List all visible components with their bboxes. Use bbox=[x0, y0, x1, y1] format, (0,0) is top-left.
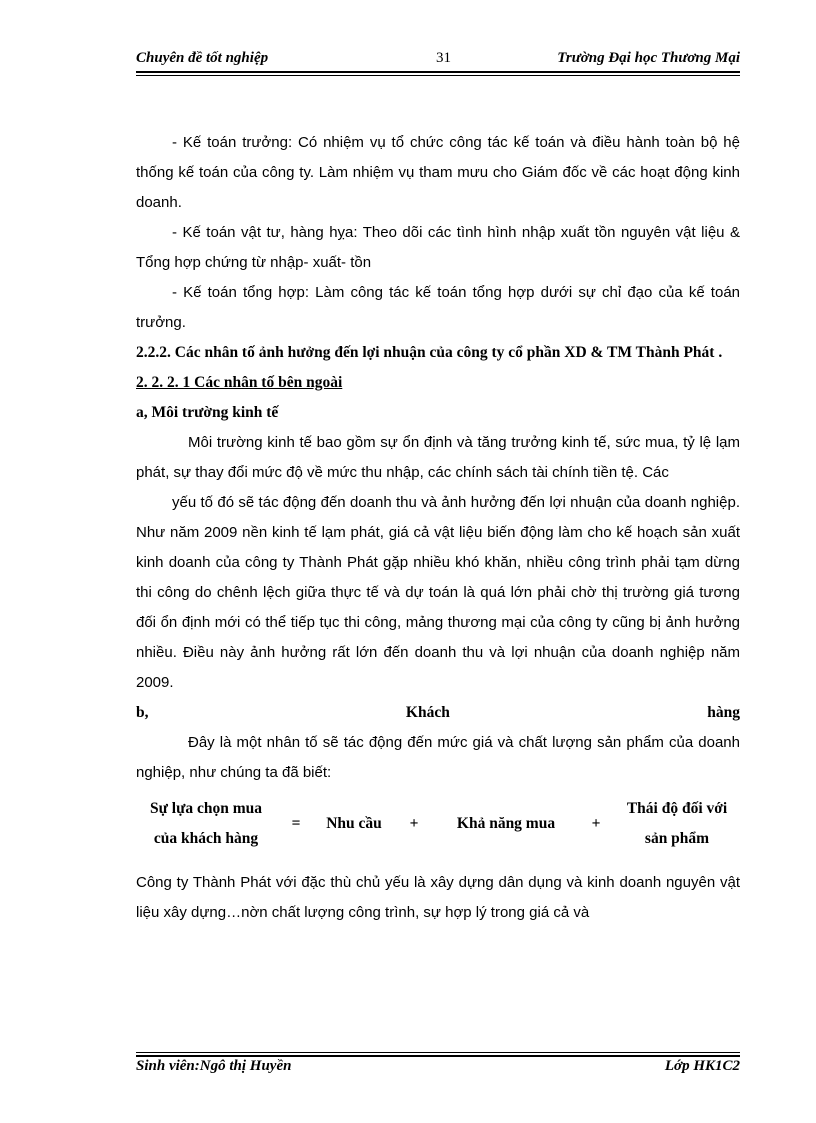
paragraph-economic-1: Môi trường kinh tế bao gồm sự ổn định và tăng trưởng kinh tế, sức mua, tỷ lệ lạm phát, sự thay đổi mức độ về mức thu nhập, các chính sách tài chính tiền tệ. Các bbox=[136, 434, 740, 481]
formula-term-attitude bbox=[614, 794, 740, 854]
page-header bbox=[136, 48, 740, 70]
formula-term-choice-line1: Sự lựa chọn mua bbox=[149, 800, 263, 817]
footer-class: Lớp HK1C2 bbox=[664, 1058, 740, 1074]
heading-customers bbox=[136, 698, 740, 728]
formula-term-attitude-line1: Thái độ đối với bbox=[626, 800, 728, 817]
header-school: Trường Đại học Thương Mại bbox=[557, 50, 740, 66]
header-title: Chuyên đề tốt nghiệp bbox=[136, 50, 269, 66]
page-number: 31 bbox=[436, 50, 451, 66]
formula-term-demand: Nhu cầu bbox=[326, 815, 382, 832]
section-heading-222: 2.2.2. Các nhân tố ảnh hưởng đến lợi nhuận của công ty cổ phần XD & TM Thành Phát . bbox=[136, 344, 723, 361]
page-footer bbox=[136, 1058, 740, 1080]
header-rule bbox=[136, 71, 740, 76]
formula-term-choice-line2: của khách hàng bbox=[153, 830, 259, 847]
formula-term-attitude-line2: sản phẩm bbox=[644, 830, 710, 847]
paragraph-company-specifics: Công ty Thành Phát với đặc thù chủ yếu là xây dựng dân dụng và kinh doanh nguyên vật liệu xây dựng…nờn chất lượng công trình, sự hợp lý trong giá cả và bbox=[136, 874, 740, 921]
subsection-heading-wrap bbox=[136, 368, 740, 398]
heading-economic-environment: a, Môi trường kinh tế bbox=[136, 404, 279, 421]
formula-term-choice bbox=[136, 794, 276, 854]
paragraph-economic-2: yếu tố đó sẽ tác động đến doanh thu và ảnh hưởng đến lợi nhuận của doanh nghiệp. Như năm 2009 nền kinh tế lạm phát, giá cả vật liệu biến động làm cho kế hoạch sản xuất kinh doanh của công ty Thành Phát gặp nhiều khó khăn, nhiều công trình phải tạm dừng thi công do chênh lệch giữa thực tế và dự toán là quá lớn phải chờ thị trường giá tương đối ổn định mới có thể tiếp tục thi công, mảng thương mại của công ty cũng bị ảnh hưởng nhiều. Điều này ảnh hưởng rất lớn đến doanh thu và lợi nhuận của doanh nghiệp năm 2009. bbox=[136, 494, 740, 691]
page-body bbox=[136, 128, 740, 928]
paragraph-general-accountant: - Kế toán tổng hợp: Làm công tác kế toán tổng hợp dưới sự chỉ đạo của kế toán trưởng. bbox=[136, 284, 740, 331]
formula-plus-1: + bbox=[409, 815, 419, 832]
subsection-heading-2221: 2. 2. 2. 1 Các nhân tố bên ngoài bbox=[136, 374, 343, 391]
paragraph-customers: Đây là một nhân tố sẽ tác động đến mức giá và chất lượng sản phẩm của doanh nghiệp, như chúng ta đã biết: bbox=[136, 734, 740, 781]
paragraph-chief-accountant: - Kế toán trưởng: Có nhiệm vụ tổ chức công tác kế toán và điều hành toàn bộ hệ thống kế toán của công ty. Làm nhiệm vụ tham mưu cho Giám đốc về các hoạt động kinh doanh. bbox=[136, 134, 740, 211]
heading-customers-word1: Khách bbox=[405, 704, 450, 721]
footer-student: Sinh viên:Ngô thị Huyền bbox=[136, 1058, 292, 1074]
footer-rule bbox=[136, 1052, 740, 1057]
purchase-choice-formula bbox=[136, 794, 740, 860]
formula-equals: = bbox=[291, 815, 301, 832]
paragraph-materials-accountant: - Kế toán vật tư, hàng hỵa: Theo dõi các tình hình nhập xuất tồn nguyên vật liệu & Tổng hợp chứng từ nhập- xuất- tồn bbox=[136, 224, 740, 271]
formula-plus-2: + bbox=[591, 815, 601, 832]
formula-term-ability: Khả năng mua bbox=[456, 815, 556, 832]
heading-customers-letter: b, bbox=[136, 704, 149, 721]
heading-customers-word2: hàng bbox=[707, 704, 740, 721]
